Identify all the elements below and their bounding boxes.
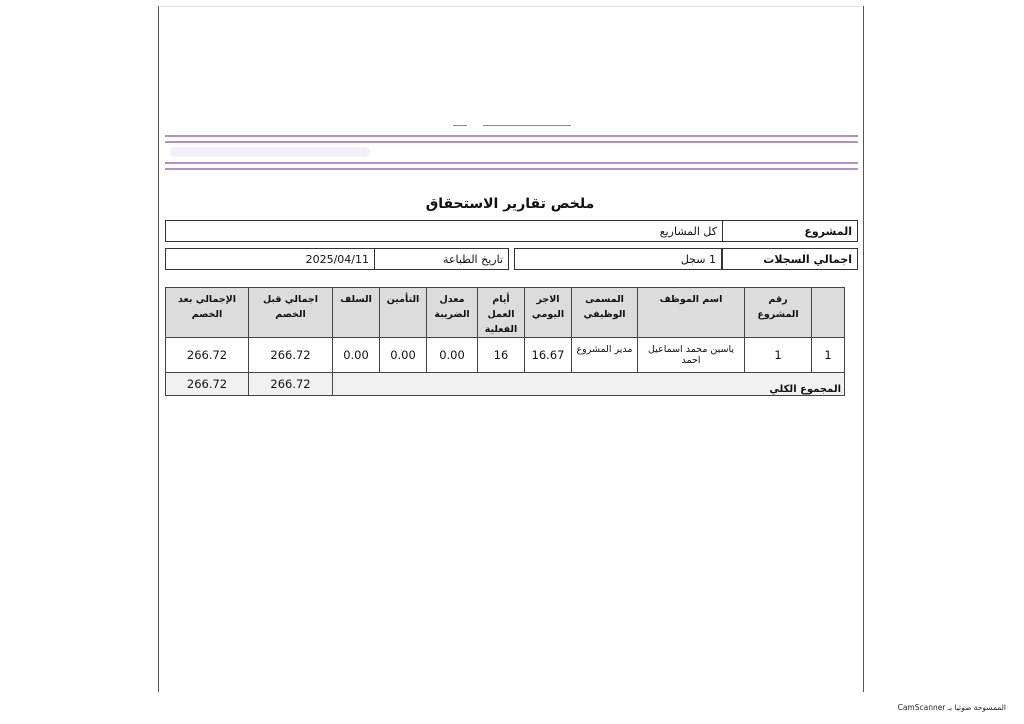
faint-mark xyxy=(453,125,467,126)
header-band-line xyxy=(165,135,858,137)
scanner-watermark: الممسوحة ضوئيا بـ CamScanner xyxy=(897,703,1006,712)
entitlement-table xyxy=(165,287,845,396)
cell-insurance: 0.00 xyxy=(380,338,427,373)
cell-tax-rate: 0.00 xyxy=(427,338,478,373)
report-title: ملخص تقارير الاستحقاق xyxy=(425,196,595,212)
cell-job-title: مدير المشروع xyxy=(572,338,638,373)
header-insurance: التأمين xyxy=(380,288,427,338)
page-left-edge xyxy=(158,6,159,692)
table-header-row xyxy=(166,288,845,338)
cell-index: 1 xyxy=(812,338,845,373)
header-actual-work-days: أيام العمل الفعلية xyxy=(478,288,525,338)
header-employee-name: اسم الموظف xyxy=(638,288,745,338)
header-tax-rate: معدل الضريبة xyxy=(427,288,478,338)
total-before-deduction: 266.72 xyxy=(249,373,333,396)
project-label: المشروع xyxy=(722,220,858,242)
total-after-deduction: 266.72 xyxy=(166,373,249,396)
page-top-edge xyxy=(160,6,860,7)
header-total-after-deduction: الإجمالي بعد الخصم xyxy=(166,288,249,338)
cell-employee-name: ياسين محمد اسماعيل احمد xyxy=(638,338,745,373)
header-project-number: رقم المشروع xyxy=(745,288,812,338)
print-date-value: 2025/04/11 xyxy=(165,248,375,270)
cell-total-after-deduction: 266.72 xyxy=(166,338,249,373)
print-date-label: تاريخ الطباعة xyxy=(374,248,509,270)
cell-actual-work-days: 16 xyxy=(478,338,525,373)
page-right-edge xyxy=(863,6,864,692)
header-job-title: المسمى الوظيفي xyxy=(572,288,638,338)
faint-mark xyxy=(483,125,571,126)
header-index xyxy=(812,288,845,338)
records-label: اجمالي السجلات xyxy=(722,248,858,270)
header-advances: السلف xyxy=(333,288,380,338)
cell-project-number: 1 xyxy=(745,338,812,373)
header-band-line xyxy=(165,168,858,170)
project-value: كل المشاريع xyxy=(165,220,723,242)
header-band-line xyxy=(165,162,858,164)
header-total-before-deduction: اجمالي قبل الخصم xyxy=(249,288,333,338)
header-band-line xyxy=(165,141,858,143)
table-row xyxy=(166,338,845,373)
records-value: 1 سجل xyxy=(514,248,722,270)
table-total-row xyxy=(166,373,845,396)
header-daily-wage: الاجر اليومي xyxy=(525,288,572,338)
cell-daily-wage: 16.67 xyxy=(525,338,572,373)
header-smudge xyxy=(170,147,370,157)
total-label: المجموع الكلي xyxy=(333,373,845,396)
cell-total-before-deduction: 266.72 xyxy=(249,338,333,373)
cell-advances: 0.00 xyxy=(333,338,380,373)
